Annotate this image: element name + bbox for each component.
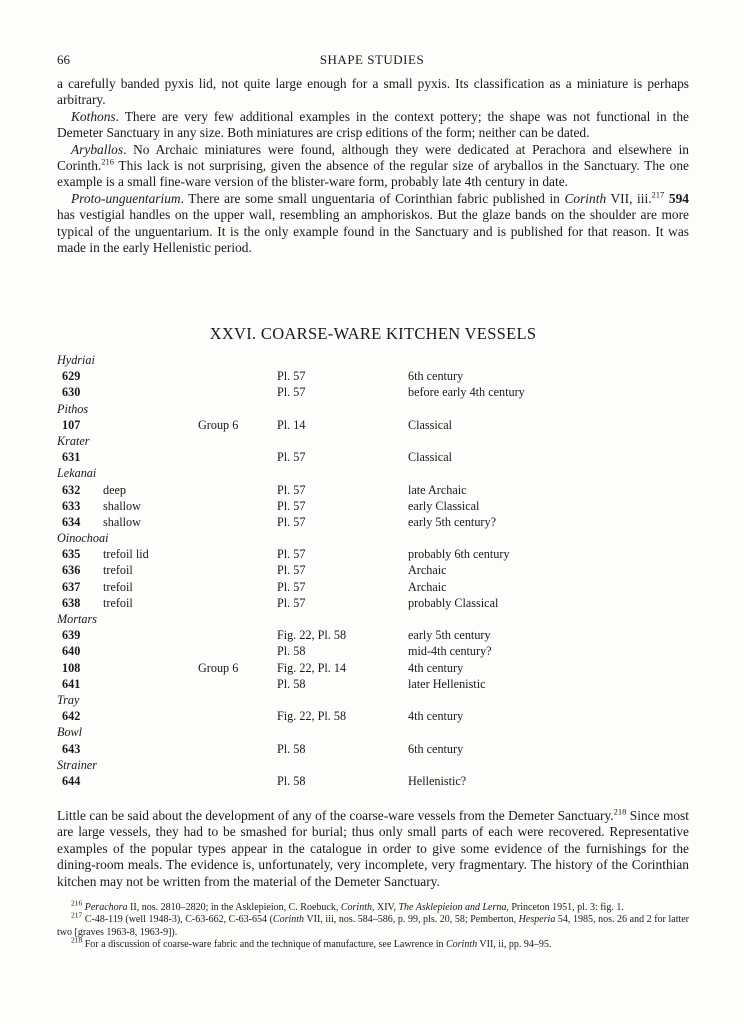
group-heading-label: Lekanai <box>57 466 97 481</box>
group-label: Group 6 <box>198 660 239 675</box>
catalogue-table <box>57 352 689 789</box>
group-heading-label: Oinochoai <box>57 531 109 546</box>
vessel-description: trefoil <box>103 563 133 578</box>
catalogue-row <box>57 562 689 578</box>
catalogue-number: 629 <box>62 369 81 384</box>
footnotes <box>57 898 690 952</box>
footnote-218: $^{218}$ For a discussion of coarse-ware fabric and the technique of manufacture, see Lawrence in Corinth VII, ii, pp. 94–95. <box>71 935 552 951</box>
date-label: early 5th century <box>408 628 491 643</box>
catalogue-row <box>57 643 689 659</box>
catalogue-number: 641 <box>62 676 81 691</box>
proto-unguentarium-heading: Proto-unguentarium <box>71 190 181 206</box>
catalogue-ref-594: 594 <box>668 190 689 206</box>
footnote-217: $^{217}$ C-48-119 (well 1948-3), C-63-662, C-63-654 (Corinth VII, iii, nos. 584–586, p. 99, pls. 20, 58; Pemberton, Hesperia 54, 1985, nos. 26 and 2 for latter two [graves 1963-8, 1963-9]). <box>57 911 690 938</box>
plate-reference: Pl. 58 <box>277 773 306 788</box>
kothons-paragraph: Kothons. There are very few additional examples in the context pottery; the shape was not functional in the Demeter Sanctuary in any size. Both miniatures are crisp editions of the form; neither can be dated. <box>57 108 689 141</box>
catalogue-number: 636 <box>62 563 81 578</box>
catalogue-row <box>57 741 689 757</box>
date-label: 4th century <box>408 660 464 675</box>
proto-unguentarium-paragraph: Proto-unguentarium. There are some small unguentaria of Corinthian fabric published in Corinth VII, iii.$^{217}$ 594 has vestigial handles on the upper wall, resembling an amphoriskos. But the glaze bands on the shoulder are more typical of the unguentarium. It is the only example found in the Sanctuary and is published for that reason. It was made in the early Hellenistic period. <box>57 189 689 256</box>
plate-reference: Fig. 22, Pl. 58 <box>277 628 347 643</box>
aryballos-heading: Aryballos <box>71 141 124 157</box>
date-label: Classical <box>408 450 453 465</box>
catalogue-number: 640 <box>62 644 81 659</box>
date-label: early 5th century? <box>408 514 496 529</box>
catalogue-number: 643 <box>62 741 81 756</box>
plate-reference: Pl. 57 <box>277 547 306 562</box>
catalogue-number: 638 <box>62 595 81 610</box>
group-heading-label: Tray <box>57 692 80 707</box>
group-heading-label: Mortars <box>57 612 97 626</box>
plate-reference: Pl. 57 <box>277 579 306 594</box>
date-label: 4th century <box>408 709 464 724</box>
catalogue-row <box>57 708 689 724</box>
vessel-description: trefoil lid <box>103 547 149 562</box>
aryballos-paragraph: Aryballos. No Archaic miniatures were found, although they were dedicated at Perachora and elsewhere in Corinth.$^{216}$ This lack is not surprising, given the absence of the regular size of aryballos in the Sanctuary. The one example is a small fine-ware version of the blister-ware form, probably late 4th century in date. <box>57 141 689 190</box>
plate-reference: Pl. 58 <box>277 741 306 756</box>
plate-reference: Pl. 57 <box>277 385 306 400</box>
catalogue-row <box>57 676 689 692</box>
plate-reference: Pl. 57 <box>277 450 306 465</box>
plate-reference: Pl. 14 <box>277 417 306 432</box>
group-label: Group 6 <box>198 417 239 432</box>
catalogue-row <box>57 498 689 514</box>
catalogue-row <box>57 660 689 676</box>
closing-paragraph: Little can be said about the development of any of the coarse-ware vessels from the Demeter Sanctuary.$^{218}$ Since most are large vessels, they had to be smashed for burial; thus only small parts of each were recovered. Representative examples of the popular types appear in the catalogue in order to give some evidence of the furnishings for the dining-room meals. The evidence is, unfortunately, very incomplete, very fragmentary. The history of the Corinthian kitchen may not be written from the material of the Demeter Sanctuary. <box>57 806 689 889</box>
date-label: Archaic <box>408 579 447 594</box>
catalogue-group-heading <box>57 724 689 740</box>
catalogue-group-heading <box>57 401 689 417</box>
catalogue-number: 631 <box>62 450 81 465</box>
group-heading-label: Bowl <box>57 725 83 740</box>
date-label: early Classical <box>408 498 480 513</box>
date-label: Archaic <box>408 563 447 578</box>
catalogue-number: 644 <box>62 773 81 788</box>
plate-reference: Pl. 57 <box>277 482 306 497</box>
group-heading-label: Pithos <box>57 401 89 416</box>
vessel-description: trefoil <box>103 579 133 594</box>
page-number: 66 <box>57 52 70 67</box>
catalogue-row <box>57 579 689 595</box>
plate-reference: Pl. 57 <box>277 514 306 529</box>
date-label: late Archaic <box>408 482 467 497</box>
catalogue-group-heading <box>57 465 689 481</box>
catalogue-number: 630 <box>62 385 81 400</box>
catalogue-row <box>57 595 689 611</box>
date-label: probably Classical <box>408 595 499 610</box>
date-label: 6th century <box>408 369 464 384</box>
plate-reference: Pl. 57 <box>277 563 306 578</box>
section-title: XXVI. COARSE-WARE KITCHEN VESSELS <box>209 324 537 343</box>
footnote-ref-216: 216 <box>101 156 115 167</box>
catalogue-number: 634 <box>62 514 81 529</box>
catalogue-number: 633 <box>62 498 81 513</box>
date-label: 6th century <box>408 741 464 756</box>
catalogue-group-heading <box>57 757 689 773</box>
running-head: SHAPE STUDIES <box>319 52 425 67</box>
catalogue-number: 637 <box>62 579 81 594</box>
plate-reference: Pl. 58 <box>277 644 306 659</box>
catalogue-row <box>57 546 689 562</box>
catalogue-number: 639 <box>62 628 81 643</box>
kothons-heading: Kothons <box>71 108 116 124</box>
date-label: Hellenistic? <box>408 773 467 788</box>
intro-paragraph-1: a carefully banded pyxis lid, not quite large enough for a small pyxis. Its classification as a miniature is perhaps arbitrary. <box>57 76 689 108</box>
plate-reference: Pl. 57 <box>277 498 306 513</box>
catalogue-group-heading <box>57 530 689 546</box>
vessel-description: deep <box>103 482 127 497</box>
date-label: mid-4th century? <box>408 644 492 659</box>
date-label: before early 4th century <box>408 385 525 400</box>
catalogue-row <box>57 514 689 530</box>
vessel-description: shallow <box>103 514 141 529</box>
catalogue-row <box>57 482 689 498</box>
footnote-216: $^{216}$ Perachora II, nos. 2810–2820; in the Asklepieion, C. Roebuck, Corinth, XIV, The Asklepieion and Lerna, Princeton 1951, pl. 3: fig. 1. <box>71 898 624 913</box>
catalogue-group-heading <box>57 433 689 449</box>
group-heading-label: Krater <box>57 433 90 448</box>
page-header <box>57 52 687 70</box>
intro-text <box>57 76 689 256</box>
plate-reference: Pl. 58 <box>277 676 306 691</box>
catalogue-row <box>57 368 689 384</box>
plate-reference: Fig. 22, Pl. 14 <box>277 660 347 675</box>
group-heading-label: Hydriai <box>57 353 95 367</box>
catalogue-number: 107 <box>62 417 81 432</box>
date-label: later Hellenistic <box>408 676 486 691</box>
catalogue-group-heading <box>57 692 689 708</box>
plate-reference: Fig. 22, Pl. 58 <box>277 709 347 724</box>
catalogue-number: 642 <box>62 709 81 724</box>
catalogue-row <box>57 384 689 400</box>
catalogue-row <box>57 449 689 465</box>
group-heading-label: Strainer <box>57 757 97 772</box>
footnote-ref-218: 218 <box>613 806 627 817</box>
catalogue-number: 632 <box>62 482 81 497</box>
catalogue-row <box>57 627 689 643</box>
catalogue-group-heading <box>57 352 689 368</box>
plate-reference: Pl. 57 <box>277 595 306 610</box>
vessel-description: trefoil <box>103 595 133 610</box>
vessel-description: shallow <box>103 498 141 513</box>
plate-reference: Pl. 57 <box>277 369 306 384</box>
date-label: Classical <box>408 417 453 432</box>
footnote-ref-217: 217 <box>651 189 665 200</box>
catalogue-number: 635 <box>62 547 81 562</box>
catalogue-row <box>57 417 689 433</box>
catalogue-group-heading <box>57 611 689 627</box>
catalogue-row <box>57 773 689 789</box>
catalogue-number: 108 <box>62 660 81 675</box>
date-label: probably 6th century <box>408 547 510 562</box>
